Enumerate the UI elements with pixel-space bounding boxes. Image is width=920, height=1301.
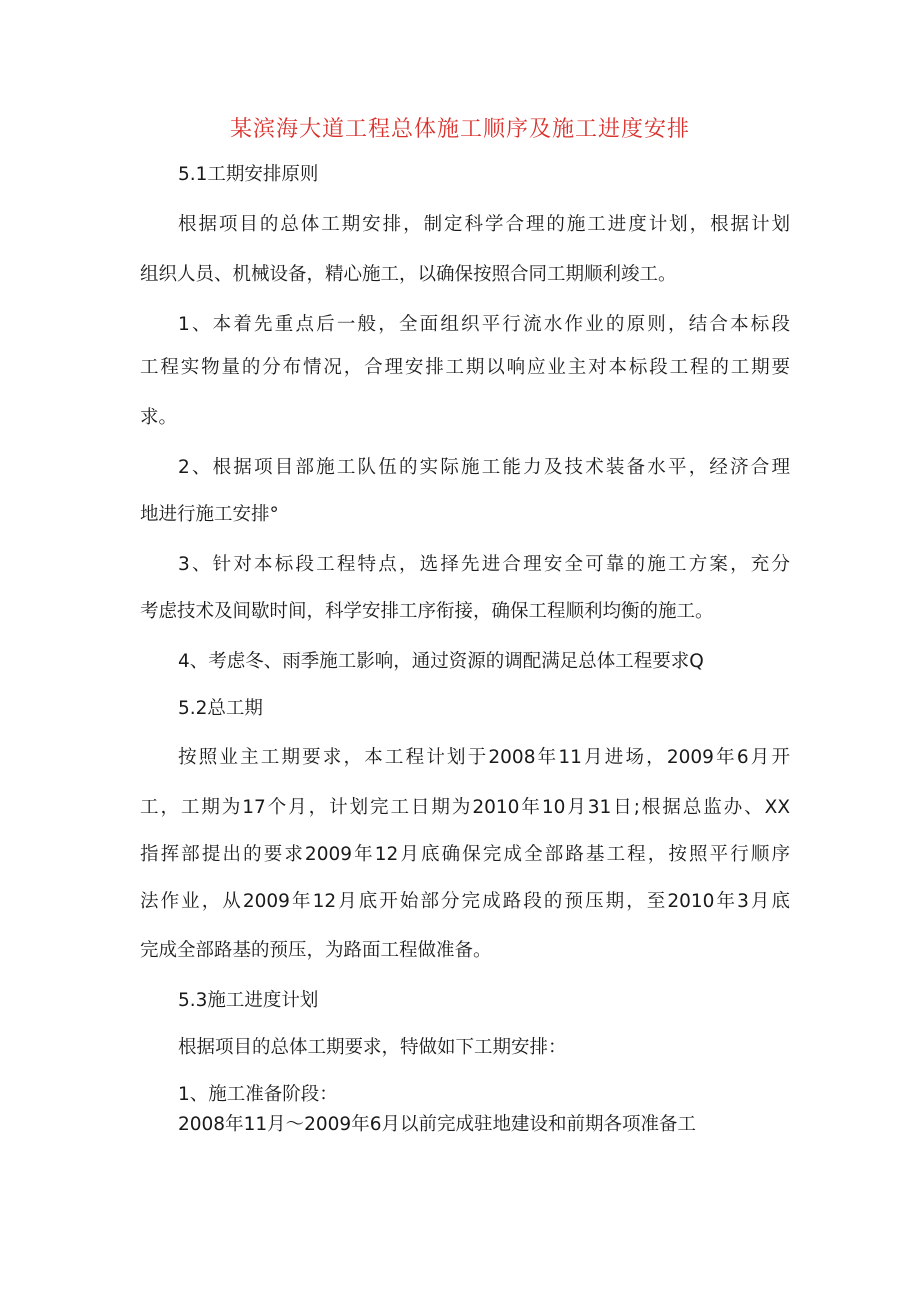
section-heading-5-1: 5.1工期安排原则 [178,164,319,185]
paragraph-line: 2、根据项目部施工队伍的实际施工能力及技术装备水平，经济合理 [178,457,790,478]
paragraph-line: 考虑技术及间歇时间，科学安排工序衔接，确保工程顺利均衡的施工。 [140,601,714,622]
section-heading-5-2: 5.2总工期 [178,698,263,719]
paragraph-line: 根据项目的总体工期要求，特做如下工期安排： [178,1037,567,1058]
paragraph-line: 2008年11月～2009年6月以前完成驻地建设和前期各项准备工 [178,1114,696,1135]
paragraph-line: 工，工期为17个月，计划完工日期为2010年10月31日;根据总监办、XX [140,797,790,818]
paragraph-line: 求。 [140,407,178,428]
paragraph-line: 4、考虑冬、雨季施工影响，通过资源的调配满足总体工程要求Q [178,651,704,672]
paragraph-line: 法作业，从2009年12月底开始部分完成路段的预压期，至2010年3月底 [140,891,790,912]
paragraph-line: 指挥部提出的要求2009年12月底确保完成全部路基工程，按照平行顺序 [140,844,790,865]
paragraph-line: 组织人员、机械设备，精心施工，以确保按照合同工期顺利竣工。 [140,264,677,285]
document-title: 某滨海大道工程总体施工顺序及施工进度安排 [229,117,690,142]
section-heading-5-3: 5.3施工进度计划 [178,990,319,1011]
paragraph-line: 按照业主工期要求，本工程计划于2008年11月进场，2009年6月开 [178,747,790,768]
paragraph-line: 根据项目的总体工期安排，制定科学合理的施工进度计划，根据计划 [178,214,790,235]
paragraph-line: 工程实物量的分布情况，合理安排工期以响应业主对本标段工程的工期要 [140,357,790,378]
paragraph-line: 1、施工准备阶段： [178,1084,338,1105]
paragraph-line: 地进行施工安排° [140,504,279,525]
paragraph-line: 1、本着先重点后一般，全面组织平行流水作业的原则，结合本标段 [178,314,790,335]
paragraph-line: 3、针对本标段工程特点，选择先进合理安全可靠的施工方案，充分 [178,554,790,575]
paragraph-line: 完成全部路基的预压，为路面工程做准备。 [140,940,492,961]
